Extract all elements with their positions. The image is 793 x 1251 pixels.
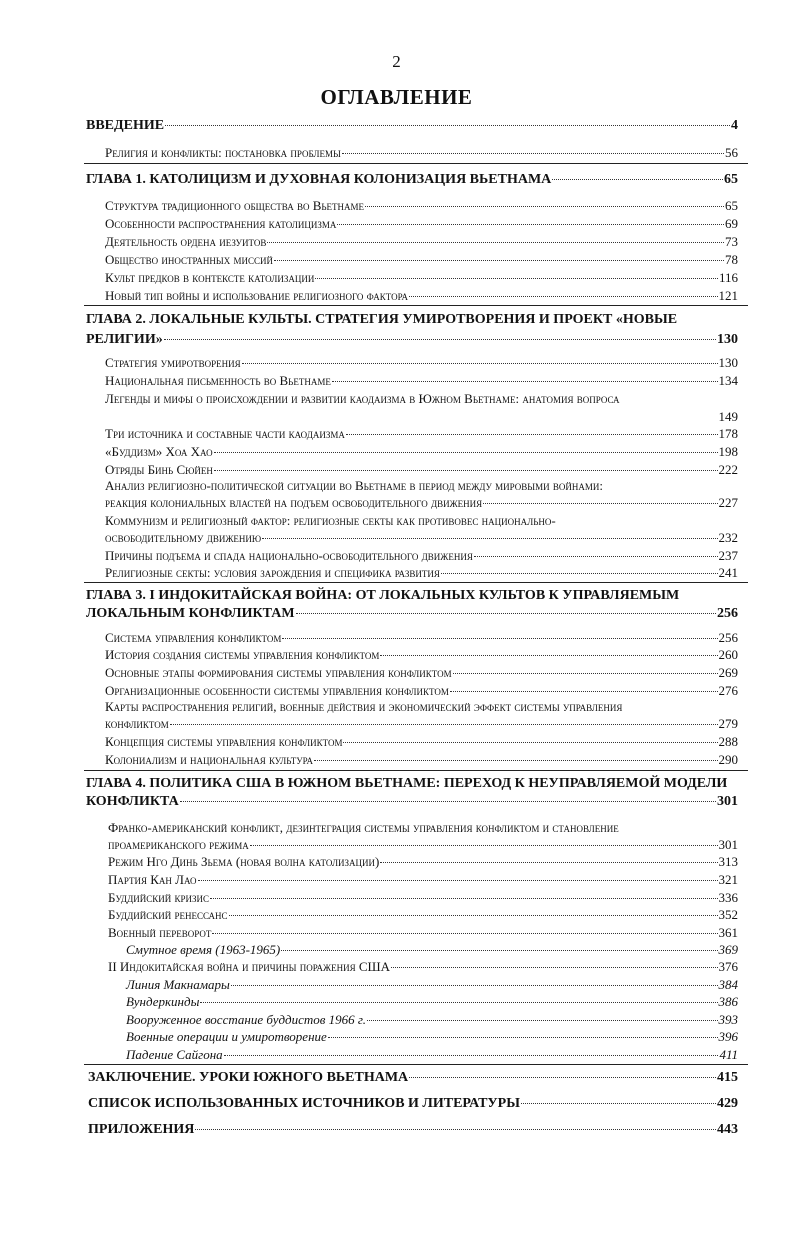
toc-entry-label: Падение Сайгона — [126, 1047, 223, 1062]
toc-entry-page: 336 — [718, 890, 738, 905]
dot-leader — [180, 801, 716, 802]
toc-entry-label: ГЛАВА 1. КАТОЛИЦИЗМ И ДУХОВНАЯ КОЛОНИЗАЦИЯ ВЬЕТНАМА — [86, 172, 552, 187]
toc-entry-page: 232 — [718, 530, 738, 545]
dot-leader — [195, 1129, 716, 1130]
toc-entry[interactable] — [105, 250, 738, 269]
dot-leader — [296, 613, 716, 614]
toc-entry-label: Буддийский ренессанс — [108, 907, 228, 922]
toc-entry-page: 241 — [718, 565, 738, 580]
dot-leader — [165, 125, 730, 126]
toc-entry-label: освободительному движению — [105, 530, 262, 545]
dot-leader — [229, 915, 718, 916]
toc-entry[interactable] — [105, 143, 738, 162]
toc-entry[interactable] — [108, 852, 738, 871]
toc-entry-page: 369 — [718, 942, 738, 957]
toc-entry-label: ЗАКЛЮЧЕНИЕ. УРОКИ ЮЖНОГО ВЬЕТНАМА — [88, 1070, 409, 1085]
toc-entry[interactable] — [105, 286, 738, 305]
dot-leader — [367, 1020, 717, 1021]
dot-leader — [214, 452, 718, 453]
toc-entry-label: Колониализм и национальная культура — [105, 752, 313, 767]
dot-leader — [328, 1037, 718, 1038]
toc-entry[interactable] — [105, 371, 738, 390]
toc-entry-page: 130 — [718, 355, 738, 370]
section-divider — [84, 163, 748, 164]
toc-entry-page: 290 — [718, 752, 738, 767]
toc-entry-label: ВВЕДЕНИЕ — [86, 118, 165, 133]
section-divider — [84, 582, 748, 583]
toc-entry-page: 321 — [718, 872, 738, 887]
dot-leader — [314, 760, 718, 761]
toc-entry-label: «Буддизм» Хоа Хао — [105, 444, 213, 459]
toc-entry-chapter-2[interactable] — [86, 330, 738, 349]
dot-leader — [474, 556, 718, 557]
dot-leader — [453, 673, 718, 674]
toc-entry-label: Смутное время (1963-1965) — [126, 942, 281, 957]
toc-entry-label: СПИСОК ИСПОЛЬЗОВАННЫХ ИСТОЧНИКОВ И ЛИТЕРАТУРЫ — [88, 1096, 520, 1111]
toc-entry-page: 415 — [717, 1070, 738, 1085]
toc-entry-page: 134 — [718, 373, 738, 388]
dot-leader — [346, 434, 718, 435]
toc-entry[interactable] — [105, 528, 738, 547]
toc-entry-conclusion[interactable] — [88, 1068, 738, 1087]
toc-entry-chapter-1[interactable] — [86, 170, 738, 189]
toc-entry-chapter-4[interactable] — [86, 792, 738, 811]
dot-leader — [231, 985, 718, 986]
toc-entry-introduction[interactable] — [86, 116, 738, 135]
toc-entry-label: Система управления конфликтом — [105, 630, 282, 645]
toc-entry-chapter-2-line1[interactable]: ГЛАВА 2. ЛОКАЛЬНЫЕ КУЛЬТЫ. СТРАТЕГИЯ УМИРОТВОРЕНИЯ И ПРОЕКТ «НОВЫЕ — [86, 312, 678, 327]
toc-entry[interactable] — [105, 732, 738, 751]
toc-entry-label: Причины подъема и спада национально-освободительного движения — [105, 548, 473, 563]
toc-entry-page: 237 — [718, 548, 738, 563]
dot-leader — [164, 339, 716, 340]
toc-entry-label: Деятельность ордена иезуитов — [105, 234, 267, 249]
dot-leader — [380, 862, 717, 863]
toc-entry-page: 276 — [718, 683, 738, 698]
dot-leader — [274, 260, 724, 261]
toc-entry-label: История создания системы управления конфликтом — [105, 647, 380, 662]
toc-entry-line1[interactable]: Легенды и мифы о происхождении и развитии каодаизма в Южном Вьетнаме: анатомия вопроса — [105, 391, 620, 406]
toc-entry-label: Новый тип войны и использование религиозного фактора — [105, 288, 408, 303]
toc-entry-page: 393 — [718, 1012, 738, 1027]
toc-entry-line1[interactable]: Анализ религиозно-политической ситуации во Вьетнаме в период между мировыми войнами: — [105, 478, 604, 493]
dot-leader — [521, 1103, 716, 1104]
toc-entry[interactable] — [105, 214, 738, 233]
toc-entry-label: ПРИЛОЖЕНИЯ — [88, 1122, 195, 1137]
toc-entry[interactable] — [105, 353, 738, 372]
toc-entry[interactable] — [105, 442, 738, 461]
toc-entry-page: 301 — [718, 837, 738, 852]
toc-entry-page: 313 — [718, 854, 738, 869]
toc-entry-page: 4 — [731, 118, 738, 133]
toc-entry-page: 301 — [717, 794, 738, 809]
dot-leader — [409, 1077, 716, 1078]
toc-entry-page: 384 — [718, 977, 738, 992]
dot-leader — [224, 1055, 719, 1056]
toc-entry-page: 386 — [718, 994, 738, 1009]
toc-entry-chapter-3[interactable] — [86, 604, 738, 623]
toc-entry-line1[interactable]: Франко-американский конфликт, дезинтеграция системы управления конфликтом и становление — [108, 820, 619, 835]
dot-leader — [337, 224, 724, 225]
toc-entry-label: Вооруженное восстание буддистов 1966 г. — [126, 1012, 367, 1027]
toc-entry-page: 256 — [717, 606, 738, 621]
dot-leader — [441, 573, 718, 574]
toc-entry-page: 411 — [719, 1047, 738, 1062]
dot-leader — [450, 691, 718, 692]
dot-leader — [214, 470, 718, 471]
toc-entry-label: конфликтом — [105, 716, 169, 731]
section-divider — [84, 305, 748, 306]
toc-entry-page: 116 — [718, 270, 738, 285]
toc-entry[interactable] — [105, 196, 738, 215]
dot-leader — [282, 638, 717, 639]
dot-leader — [170, 724, 718, 725]
toc-entry-page: 227 — [718, 495, 738, 510]
dot-leader — [200, 1002, 717, 1003]
toc-entry[interactable] — [105, 493, 738, 512]
toc-entry[interactable] — [126, 1027, 738, 1046]
toc-entry-page: 78 — [725, 252, 738, 267]
dot-leader — [315, 278, 718, 279]
toc-entry-label: проамериканского режима — [108, 837, 249, 852]
toc-entry[interactable] — [126, 1045, 738, 1064]
toc-entry-page: 269 — [718, 665, 738, 680]
dot-leader — [267, 242, 724, 243]
toc-entry-label: Три источника и составные части каодаизма — [105, 426, 345, 441]
toc-entry-label: Отряды Бинь Сюйен — [105, 462, 213, 477]
section-divider — [84, 770, 748, 771]
toc-entry-label: РЕЛИГИИ» — [86, 332, 163, 347]
toc-entry[interactable] — [126, 992, 738, 1011]
toc-entry[interactable] — [105, 645, 738, 664]
dot-leader — [342, 153, 724, 154]
toc-entry-sources[interactable] — [88, 1094, 738, 1113]
toc-entry[interactable] — [108, 957, 738, 976]
toc-entry-appendix[interactable] — [88, 1120, 738, 1139]
toc-entry-page: 56 — [725, 145, 738, 160]
toc-entry[interactable] — [105, 663, 738, 682]
dot-leader — [409, 296, 718, 297]
toc-entry-label: Военный переворот — [108, 925, 212, 940]
toc-entry-page: 376 — [718, 959, 738, 974]
dot-leader — [380, 655, 717, 656]
toc-entry[interactable] — [105, 714, 738, 733]
toc-entry-page: 279 — [718, 716, 738, 731]
dot-leader — [281, 950, 717, 951]
toc-entry-label: Основные этапы формирования системы управления конфликтом — [105, 665, 452, 680]
toc-entry-page: 178 — [718, 426, 738, 441]
toc-entry-page: 429 — [717, 1096, 738, 1111]
toc-entry-label: Религия и конфликты: постановка проблемы — [105, 145, 341, 160]
toc-entry-label: Концепция системы управления конфликтом — [105, 734, 343, 749]
dot-leader — [212, 933, 717, 934]
toc-entry-chapter-3-line1[interactable]: ГЛАВА 3. I ИНДОКИТАЙСКАЯ ВОЙНА: ОТ ЛОКАЛЬНЫХ КУЛЬТОВ К УПРАВЛЯЕМЫМ — [86, 588, 680, 603]
toc-entry-page: 149 — [718, 409, 738, 424]
toc-entry-page: 130 — [717, 332, 738, 347]
toc-entry-page: 396 — [718, 1029, 738, 1044]
toc-entry-page: 65 — [725, 198, 738, 213]
toc-entry-label: Вундеркинды — [126, 994, 200, 1009]
toc-entry[interactable] — [108, 905, 738, 924]
page-title: ОГЛАВЛЕНИЕ — [320, 85, 473, 109]
section-divider — [84, 1064, 748, 1065]
toc-entry-label: КОНФЛИКТА — [86, 794, 179, 809]
toc-entry-page: 443 — [717, 1122, 738, 1137]
toc-entry-page: 65 — [724, 172, 738, 187]
dot-leader — [210, 898, 718, 899]
dot-leader — [391, 967, 717, 968]
toc-entry-label: Линия Макнамары — [126, 977, 230, 992]
toc-entry-page: 222 — [718, 462, 738, 477]
dot-leader — [552, 179, 723, 180]
toc-entry-label: Военные операции и умиротворение — [126, 1029, 327, 1044]
toc-entry-page: 256 — [718, 630, 738, 645]
toc-entry-page: 361 — [718, 925, 738, 940]
toc-entry-label: ЛОКАЛЬНЫМ КОНФЛИКТАМ — [86, 606, 295, 621]
dot-leader — [365, 206, 724, 207]
toc-entry-page: 73 — [725, 234, 738, 249]
toc-entry-label: Буддийский кризис — [108, 890, 209, 905]
toc-entry[interactable] — [105, 232, 738, 251]
toc-entry-page: 198 — [718, 444, 738, 459]
toc-entry-chapter-4-line1[interactable]: ГЛАВА 4. ПОЛИТИКА США В ЮЖНОМ ВЬЕТНАМЕ: ПЕРЕХОД К НЕУПРАВЛЯЕМОЙ МОДЕЛИ — [86, 776, 728, 791]
toc-entry-label: Стратегия умиротворения — [105, 355, 241, 370]
toc-entry-label: Организационные особенности системы управления конфликтом — [105, 683, 449, 698]
toc-entry-label: Национальная письменность во Вьетнаме — [105, 373, 331, 388]
toc-entry[interactable] — [108, 870, 738, 889]
dot-leader — [262, 538, 717, 539]
toc-entry-label: Режим Нго Динь Зьема (новая волна католизации) — [108, 854, 380, 869]
toc-entry[interactable] — [105, 563, 738, 582]
dot-leader — [483, 503, 717, 504]
toc-entry-page: 352 — [718, 907, 738, 922]
toc-entry-label: Партия Кан Лао — [108, 872, 197, 887]
page-number: 2 — [392, 52, 401, 71]
toc-entry-label: реакция колониальных властей на подъем освободительного движения — [105, 495, 483, 510]
toc-entry[interactable] — [105, 268, 738, 287]
dot-leader — [332, 381, 718, 382]
toc-entry-line1[interactable]: Коммунизм и религиозный фактор: религиозные секты как противовес национально- — [105, 513, 556, 528]
toc-entry-page: 69 — [725, 216, 738, 231]
toc-entry-page: 288 — [718, 734, 738, 749]
dot-leader — [343, 742, 717, 743]
dot-leader — [198, 880, 718, 881]
toc-entry[interactable] — [105, 750, 738, 769]
toc-entry-line1[interactable]: Карты распространения религий, военные действия и экономический эффект системы управления — [105, 699, 623, 714]
toc-entry-label: Общество иностранных миссий — [105, 252, 273, 267]
toc-entry-label: Структура традиционного общества во Вьетнаме — [105, 198, 365, 213]
toc-entry-label: Религиозные секты: условия зарождения и специфика развития — [105, 565, 440, 580]
dot-leader — [242, 363, 718, 364]
toc-entry-label: II Индокитайская война и причины поражения США — [108, 959, 391, 974]
toc-entry-label: Культ предков в контексте католизации — [105, 270, 315, 285]
toc-entry-label: Особенности распространения католицизма — [105, 216, 337, 231]
toc-entry[interactable] — [105, 424, 738, 443]
toc-entry-page: 121 — [718, 288, 738, 303]
toc-entry-page: 260 — [718, 647, 738, 662]
dot-leader — [250, 845, 718, 846]
